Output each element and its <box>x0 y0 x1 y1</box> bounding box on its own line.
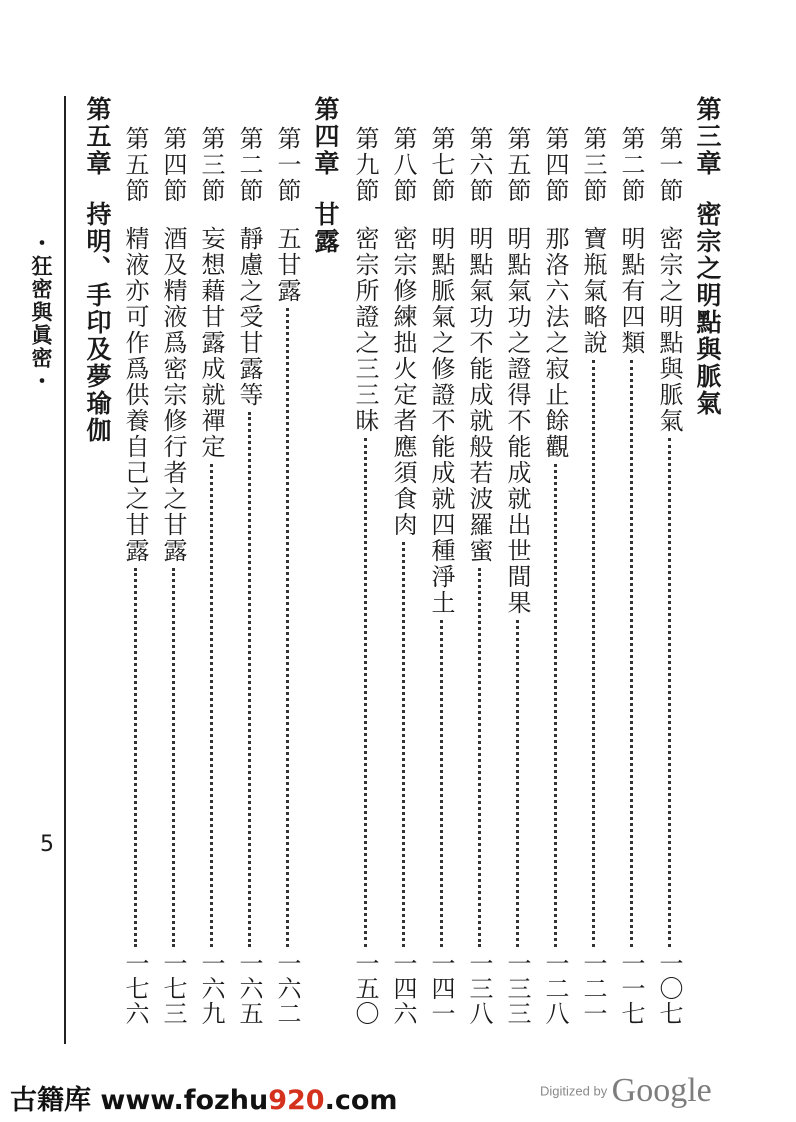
page-reference: 一六五 <box>235 951 263 1026</box>
chapter-heading <box>690 96 724 1026</box>
toc-entry <box>652 96 686 1026</box>
page-reference: 一〇七 <box>655 951 683 1026</box>
section-number: 第七節 <box>427 126 455 204</box>
digitized-by-google <box>540 1072 712 1110</box>
section-number: 第五節 <box>503 126 531 204</box>
section-title: 明點氣功之證得不能成就出世間果 <box>503 226 531 616</box>
section-title: 酒及精液爲密宗修行者之甘露 <box>159 226 187 564</box>
dot-leader <box>592 360 595 947</box>
toc-entry <box>614 96 648 1026</box>
dot-leader <box>516 620 519 947</box>
chapter-number: 第四章 <box>311 96 340 177</box>
section-number: 第五節 <box>121 126 149 204</box>
chapter-title: 密宗之明點與脈氣 <box>693 201 722 417</box>
chapter-title: 甘露 <box>311 201 340 255</box>
toc-entry <box>194 96 228 1026</box>
section-title: 妄想藉甘露成就禪定 <box>197 226 225 460</box>
site-suffix: .com <box>324 1085 398 1116</box>
page-reference: 一六二 <box>273 951 301 1026</box>
site-number: 920 <box>268 1085 325 1116</box>
section-number: 第一節 <box>655 126 683 204</box>
section-title: 寶瓶氣略說 <box>579 226 607 356</box>
page-reference: 一六九 <box>197 951 225 1026</box>
section-number: 第九節 <box>351 126 379 204</box>
dot-leader <box>440 620 443 947</box>
section-title: 靜慮之受甘露等 <box>235 226 263 408</box>
dot-leader <box>630 360 633 947</box>
toc-entry <box>232 96 266 1026</box>
section-number: 第四節 <box>159 126 187 204</box>
chapter-title: 持明、手印及夢瑜伽 <box>83 201 112 444</box>
dot-leader <box>402 542 405 947</box>
section-number: 第二節 <box>235 126 263 204</box>
dot-leader <box>248 412 251 947</box>
dot-leader <box>286 308 289 947</box>
section-title: 那洛六法之寂止餘觀 <box>541 226 569 460</box>
chapter-number: 第五章 <box>83 96 112 177</box>
toc-entry <box>462 96 496 1026</box>
section-title: 五甘露 <box>273 226 301 304</box>
section-title: 明點有四類 <box>617 226 645 356</box>
page-reference: 一四六 <box>389 951 417 1026</box>
site-watermark <box>10 1078 398 1118</box>
page-reference: 一五〇 <box>351 951 379 1026</box>
page-reference: 一四一 <box>427 951 455 1026</box>
section-number: 第三節 <box>579 126 607 204</box>
section-number: 第六節 <box>465 126 493 204</box>
chapter-heading <box>80 96 114 1026</box>
margin-rule <box>64 96 66 1044</box>
dot-leader <box>210 464 213 947</box>
dot-leader <box>134 568 137 947</box>
section-number: 第四節 <box>541 126 569 204</box>
dot-leader <box>478 568 481 947</box>
section-title: 明點氣功不能成就般若波羅蜜 <box>465 226 493 564</box>
toc-entry <box>156 96 190 1026</box>
section-number: 第三節 <box>197 126 225 204</box>
dot-leader <box>554 464 557 947</box>
digitized-by-label: Digitized by <box>540 1083 608 1099</box>
section-title: 精液亦可作爲供養自己之甘露 <box>121 226 149 564</box>
toc-entry <box>386 96 420 1026</box>
chapter-number: 第三章 <box>693 96 722 177</box>
dot-leader <box>172 568 175 947</box>
page-reference: 一二一 <box>579 951 607 1026</box>
dot-leader <box>668 438 671 947</box>
toc-entry <box>118 96 152 1026</box>
dot-leader <box>364 438 367 947</box>
page-reference: 一七三 <box>159 951 187 1026</box>
section-number: 第一節 <box>273 126 301 204</box>
page-reference: 一七六 <box>121 951 149 1026</box>
section-title: 密宗之明點與脈氣 <box>655 226 683 434</box>
page-reference: 一一七 <box>617 951 645 1026</box>
page-reference: 一三三 <box>503 951 531 1026</box>
site-prefix: 古籍库 www.fozhu <box>10 1085 269 1116</box>
section-title: 密宗修練拙火定者應須食肉 <box>389 226 417 538</box>
toc-entry <box>576 96 610 1026</box>
toc-entry <box>538 96 572 1026</box>
toc-entry <box>348 96 382 1026</box>
toc-entry <box>270 96 304 1026</box>
section-number: 第八節 <box>389 126 417 204</box>
page-reference: 一三八 <box>465 951 493 1026</box>
chapter-heading <box>308 96 342 1026</box>
toc-entry <box>500 96 534 1026</box>
toc-entry <box>424 96 458 1026</box>
running-header: ・狂密與眞密・ <box>29 232 53 393</box>
page-number: 5 <box>40 832 54 857</box>
section-title: 明點脈氣之修證不能成就四種淨土 <box>427 226 455 616</box>
page-reference: 一二八 <box>541 951 569 1026</box>
google-logo: Google <box>611 1072 712 1109</box>
section-title: 密宗所證之三三昧 <box>351 226 379 434</box>
section-number: 第二節 <box>617 126 645 204</box>
